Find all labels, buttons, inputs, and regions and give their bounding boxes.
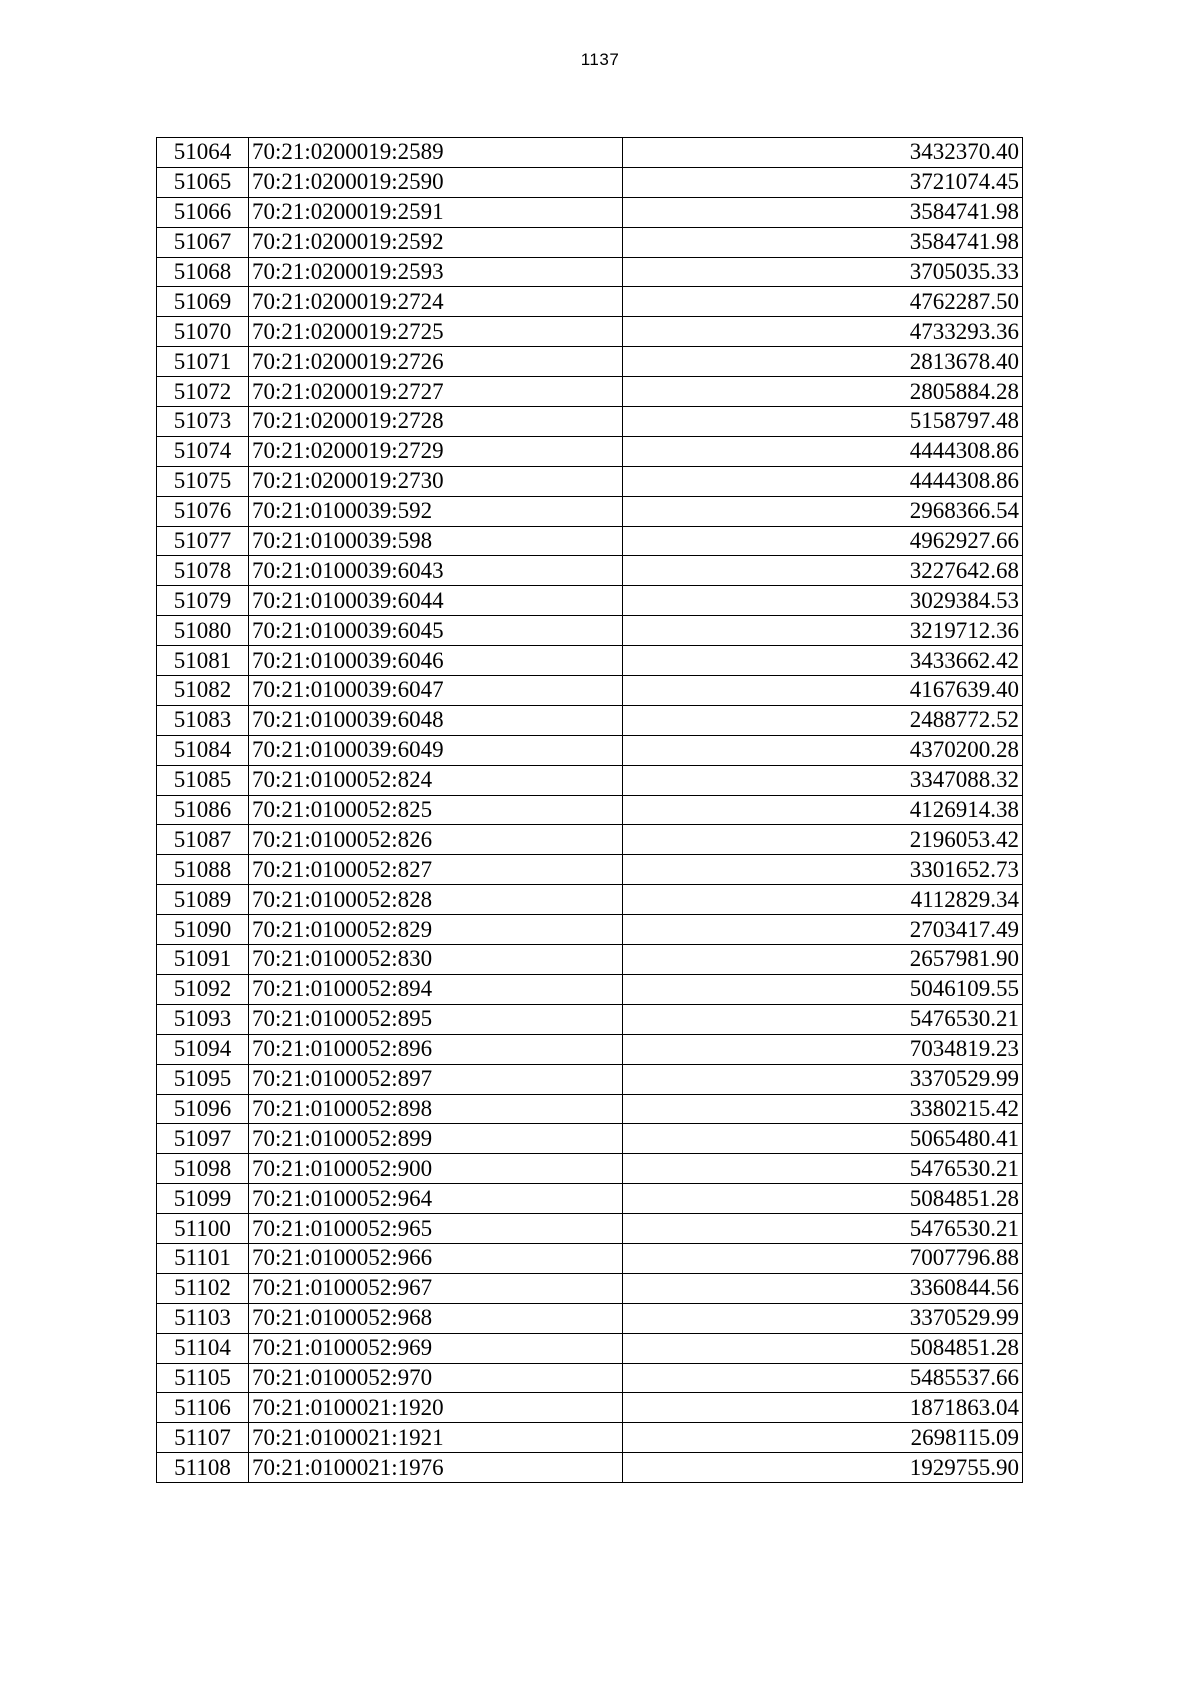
table-row [157, 1243, 1023, 1273]
value-cell: 5476530.21 [623, 1154, 1023, 1184]
cadastral-number-cell: 70:21:0100052:968 [249, 1303, 623, 1333]
row-number-cell: 51070 [157, 317, 249, 347]
value-cell: 5084851.28 [623, 1333, 1023, 1363]
table-row [157, 138, 1023, 168]
table-row [157, 377, 1023, 407]
row-number-cell: 51098 [157, 1154, 249, 1184]
value-cell: 4444308.86 [623, 466, 1023, 496]
cadastral-number-cell: 70:21:0100052:827 [249, 855, 623, 885]
table-row [157, 466, 1023, 496]
row-number-cell: 51108 [157, 1453, 249, 1483]
row-number-cell: 51097 [157, 1124, 249, 1154]
value-cell: 7007796.88 [623, 1243, 1023, 1273]
value-cell: 2488772.52 [623, 705, 1023, 735]
value-cell: 5476530.21 [623, 1214, 1023, 1244]
value-cell: 4167639.40 [623, 676, 1023, 706]
cadastral-value-table [156, 137, 1023, 1483]
row-number-cell: 51066 [157, 197, 249, 227]
table-row [157, 705, 1023, 735]
value-cell: 2698115.09 [623, 1423, 1023, 1453]
value-cell: 5084851.28 [623, 1184, 1023, 1214]
row-number-cell: 51077 [157, 526, 249, 556]
cadastral-number-cell: 70:21:0200019:2729 [249, 436, 623, 466]
value-cell: 3301652.73 [623, 855, 1023, 885]
table-row [157, 257, 1023, 287]
value-cell: 3219712.36 [623, 616, 1023, 646]
row-number-cell: 51085 [157, 765, 249, 795]
value-cell: 2196053.42 [623, 825, 1023, 855]
value-cell: 5065480.41 [623, 1124, 1023, 1154]
table-row [157, 1154, 1023, 1184]
value-cell: 3721074.45 [623, 167, 1023, 197]
cadastral-number-cell: 70:21:0100039:6046 [249, 646, 623, 676]
cadastral-number-cell: 70:21:0100052:967 [249, 1273, 623, 1303]
value-cell: 3433662.42 [623, 646, 1023, 676]
row-number-cell: 51081 [157, 646, 249, 676]
value-cell: 3584741.98 [623, 197, 1023, 227]
cadastral-number-cell: 70:21:0100021:1920 [249, 1393, 623, 1423]
cadastral-number-cell: 70:21:0200019:2726 [249, 347, 623, 377]
row-number-cell: 51065 [157, 167, 249, 197]
cadastral-number-cell: 70:21:0100052:830 [249, 945, 623, 975]
cadastral-number-cell: 70:21:0100039:598 [249, 526, 623, 556]
cadastral-number-cell: 70:21:0100039:6043 [249, 556, 623, 586]
cadastral-number-cell: 70:21:0200019:2590 [249, 167, 623, 197]
value-cell: 3705035.33 [623, 257, 1023, 287]
row-number-cell: 51096 [157, 1094, 249, 1124]
cadastral-number-cell: 70:21:0200019:2728 [249, 407, 623, 437]
cadastral-number-cell: 70:21:0100039:6047 [249, 676, 623, 706]
value-cell: 5485537.66 [623, 1363, 1023, 1393]
table-row [157, 1303, 1023, 1333]
cadastral-number-cell: 70:21:0100052:828 [249, 885, 623, 915]
cadastral-number-cell: 70:21:0100021:1976 [249, 1453, 623, 1483]
row-number-cell: 51106 [157, 1393, 249, 1423]
table-row [157, 795, 1023, 825]
value-cell: 5158797.48 [623, 407, 1023, 437]
table-row [157, 1333, 1023, 1363]
table-row [157, 407, 1023, 437]
cadastral-number-cell: 70:21:0100052:897 [249, 1064, 623, 1094]
row-number-cell: 51078 [157, 556, 249, 586]
table-row [157, 167, 1023, 197]
row-number-cell: 51073 [157, 407, 249, 437]
table-row [157, 915, 1023, 945]
row-number-cell: 51072 [157, 377, 249, 407]
value-cell: 5476530.21 [623, 1004, 1023, 1034]
table-row [157, 287, 1023, 317]
value-cell: 4962927.66 [623, 526, 1023, 556]
table-row [157, 616, 1023, 646]
row-number-cell: 51095 [157, 1064, 249, 1094]
value-cell: 4112829.34 [623, 885, 1023, 915]
table-row [157, 945, 1023, 975]
cadastral-number-cell: 70:21:0200019:2589 [249, 138, 623, 168]
row-number-cell: 51080 [157, 616, 249, 646]
value-cell: 2813678.40 [623, 347, 1023, 377]
row-number-cell: 51084 [157, 735, 249, 765]
cadastral-number-cell: 70:21:0100052:898 [249, 1094, 623, 1124]
row-number-cell: 51087 [157, 825, 249, 855]
row-number-cell: 51093 [157, 1004, 249, 1034]
row-number-cell: 51092 [157, 974, 249, 1004]
value-cell: 4733293.36 [623, 317, 1023, 347]
cadastral-number-cell: 70:21:0100052:964 [249, 1184, 623, 1214]
cadastral-number-cell: 70:21:0100052:899 [249, 1124, 623, 1154]
row-number-cell: 51086 [157, 795, 249, 825]
row-number-cell: 51068 [157, 257, 249, 287]
table-row [157, 855, 1023, 885]
table-row [157, 1124, 1023, 1154]
row-number-cell: 51103 [157, 1303, 249, 1333]
value-cell: 3360844.56 [623, 1273, 1023, 1303]
value-cell: 7034819.23 [623, 1034, 1023, 1064]
value-cell: 4370200.28 [623, 735, 1023, 765]
row-number-cell: 51082 [157, 676, 249, 706]
row-number-cell: 51101 [157, 1243, 249, 1273]
value-cell: 3370529.99 [623, 1064, 1023, 1094]
table-row [157, 676, 1023, 706]
cadastral-number-cell: 70:21:0100052:969 [249, 1333, 623, 1363]
cadastral-number-cell: 70:21:0100052:965 [249, 1214, 623, 1244]
row-number-cell: 51102 [157, 1273, 249, 1303]
cadastral-number-cell: 70:21:0200019:2593 [249, 257, 623, 287]
value-cell: 2703417.49 [623, 915, 1023, 945]
row-number-cell: 51099 [157, 1184, 249, 1214]
cadastral-number-cell: 70:21:0200019:2727 [249, 377, 623, 407]
value-cell: 3380215.42 [623, 1094, 1023, 1124]
value-cell: 2968366.54 [623, 496, 1023, 526]
cadastral-number-cell: 70:21:0200019:2725 [249, 317, 623, 347]
cadastral-number-cell: 70:21:0200019:2592 [249, 227, 623, 257]
table-row [157, 496, 1023, 526]
table-row [157, 317, 1023, 347]
table-row [157, 347, 1023, 377]
cadastral-number-cell: 70:21:0200019:2591 [249, 197, 623, 227]
value-cell: 1871863.04 [623, 1393, 1023, 1423]
value-cell: 3370529.99 [623, 1303, 1023, 1333]
row-number-cell: 51089 [157, 885, 249, 915]
cadastral-number-cell: 70:21:0200019:2724 [249, 287, 623, 317]
table-row [157, 974, 1023, 1004]
row-number-cell: 51075 [157, 466, 249, 496]
table-row [157, 1004, 1023, 1034]
row-number-cell: 51074 [157, 436, 249, 466]
cadastral-number-cell: 70:21:0100052:895 [249, 1004, 623, 1034]
row-number-cell: 51105 [157, 1363, 249, 1393]
table-row [157, 556, 1023, 586]
row-number-cell: 51069 [157, 287, 249, 317]
row-number-cell: 51067 [157, 227, 249, 257]
row-number-cell: 51076 [157, 496, 249, 526]
cadastral-number-cell: 70:21:0100052:826 [249, 825, 623, 855]
table-row [157, 1214, 1023, 1244]
value-cell: 2805884.28 [623, 377, 1023, 407]
cadastral-number-cell: 70:21:0100052:966 [249, 1243, 623, 1273]
row-number-cell: 51064 [157, 138, 249, 168]
cadastral-number-cell: 70:21:0200019:2730 [249, 466, 623, 496]
table-row [157, 1273, 1023, 1303]
value-cell: 1929755.90 [623, 1453, 1023, 1483]
table-row [157, 436, 1023, 466]
row-number-cell: 51071 [157, 347, 249, 377]
value-cell: 3029384.53 [623, 586, 1023, 616]
table-row [157, 1453, 1023, 1483]
cadastral-number-cell: 70:21:0100039:6045 [249, 616, 623, 646]
value-cell: 3347088.32 [623, 765, 1023, 795]
table-row [157, 197, 1023, 227]
cadastral-number-cell: 70:21:0100039:6044 [249, 586, 623, 616]
table-row [157, 1064, 1023, 1094]
value-cell: 3432370.40 [623, 138, 1023, 168]
value-cell: 3227642.68 [623, 556, 1023, 586]
table-row [157, 1094, 1023, 1124]
cadastral-number-cell: 70:21:0100039:592 [249, 496, 623, 526]
table-row [157, 735, 1023, 765]
row-number-cell: 51100 [157, 1214, 249, 1244]
row-number-cell: 51107 [157, 1423, 249, 1453]
row-number-cell: 51091 [157, 945, 249, 975]
table-row [157, 1034, 1023, 1064]
value-cell: 5046109.55 [623, 974, 1023, 1004]
value-cell: 4126914.38 [623, 795, 1023, 825]
cadastral-number-cell: 70:21:0100052:970 [249, 1363, 623, 1393]
value-cell: 4444308.86 [623, 436, 1023, 466]
cadastral-number-cell: 70:21:0100039:6049 [249, 735, 623, 765]
table-row [157, 586, 1023, 616]
table-row [157, 646, 1023, 676]
table-row [157, 1363, 1023, 1393]
cadastral-number-cell: 70:21:0100021:1921 [249, 1423, 623, 1453]
value-cell: 4762287.50 [623, 287, 1023, 317]
table-row [157, 526, 1023, 556]
cadastral-number-cell: 70:21:0100052:900 [249, 1154, 623, 1184]
row-number-cell: 51083 [157, 705, 249, 735]
row-number-cell: 51094 [157, 1034, 249, 1064]
table-row [157, 1423, 1023, 1453]
cadastral-number-cell: 70:21:0100052:896 [249, 1034, 623, 1064]
table-row [157, 1184, 1023, 1214]
row-number-cell: 51104 [157, 1333, 249, 1363]
table-row [157, 765, 1023, 795]
cadastral-number-cell: 70:21:0100052:894 [249, 974, 623, 1004]
cadastral-number-cell: 70:21:0100052:825 [249, 795, 623, 825]
row-number-cell: 51090 [157, 915, 249, 945]
cadastral-number-cell: 70:21:0100052:824 [249, 765, 623, 795]
table-row [157, 825, 1023, 855]
table-row [157, 227, 1023, 257]
table-row [157, 885, 1023, 915]
table-row [157, 1393, 1023, 1423]
value-cell: 2657981.90 [623, 945, 1023, 975]
table-body [157, 138, 1023, 1483]
cadastral-number-cell: 70:21:0100052:829 [249, 915, 623, 945]
value-cell: 3584741.98 [623, 227, 1023, 257]
cadastral-number-cell: 70:21:0100039:6048 [249, 705, 623, 735]
page-number: 1137 [580, 50, 620, 69]
row-number-cell: 51079 [157, 586, 249, 616]
row-number-cell: 51088 [157, 855, 249, 885]
